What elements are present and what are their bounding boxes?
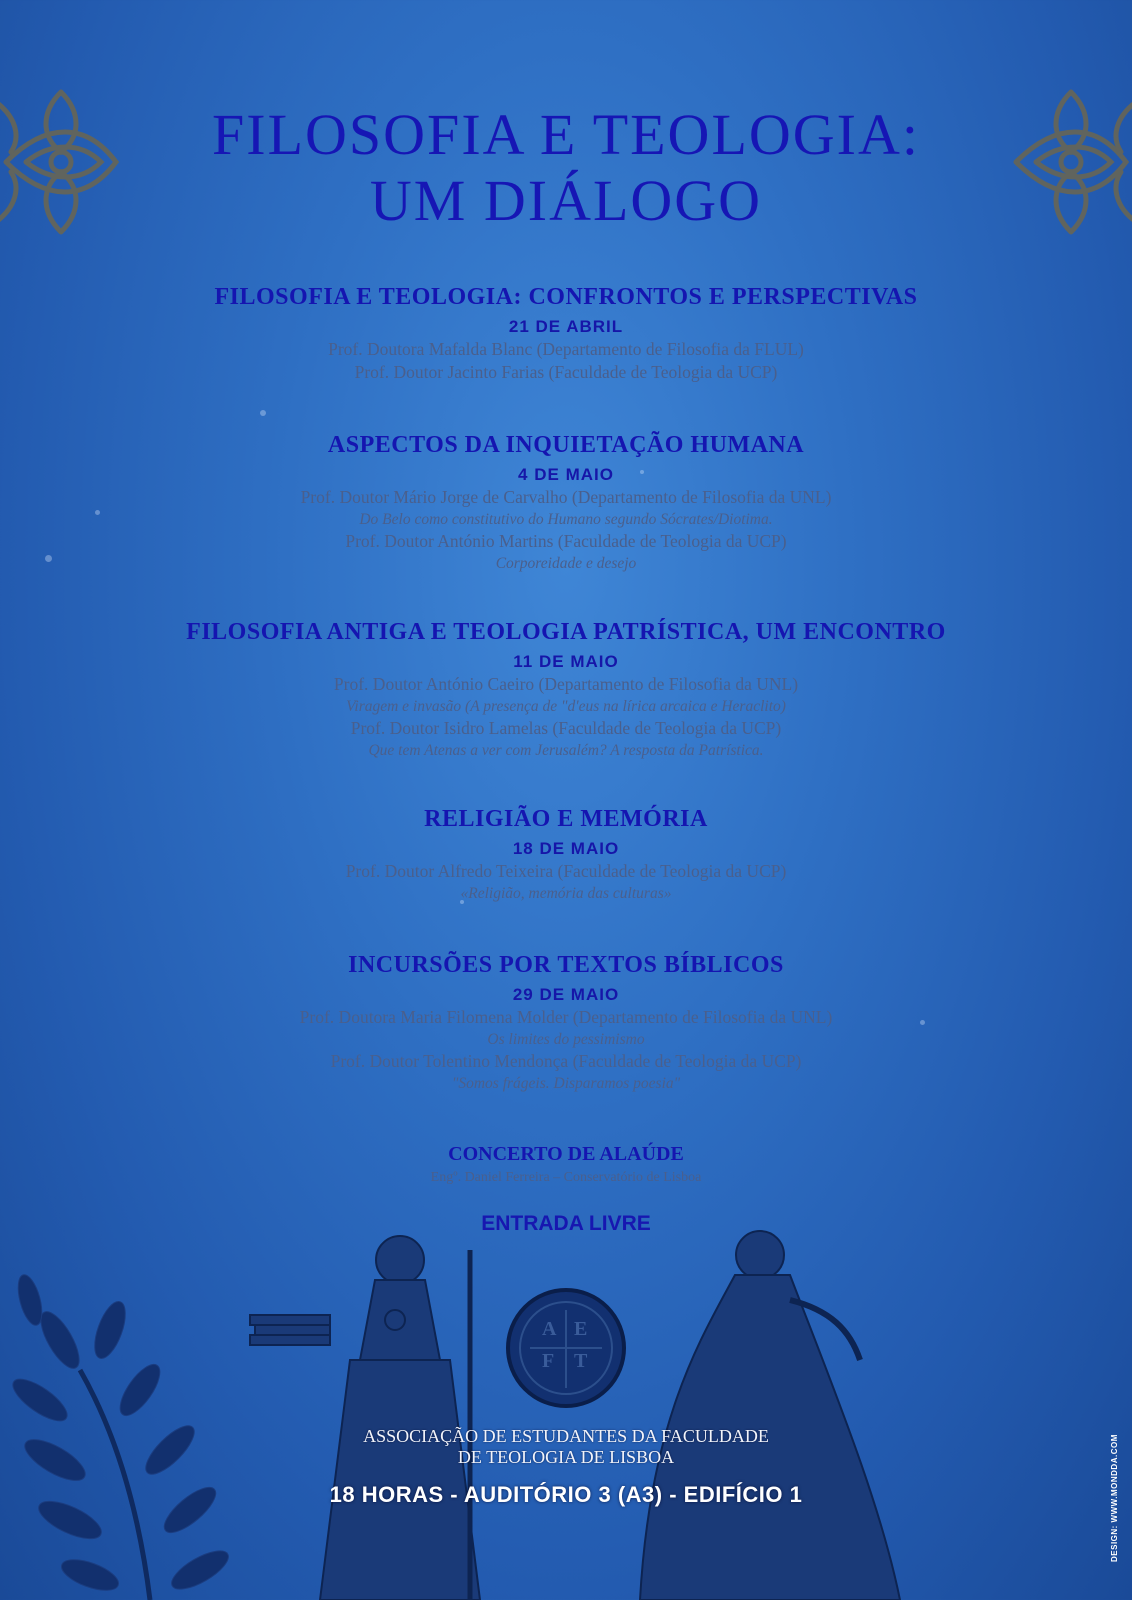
- speaker-line: Prof. Doutor Jacinto Farias (Faculdade de Teologia da UCP): [354, 362, 778, 382]
- poster-title-line-2: UM DIÁLOGO: [369, 168, 763, 233]
- design-credit: DESIGN: WWW.MONDDA.COM: [1110, 1434, 1119, 1562]
- seated-figure: [640, 1231, 900, 1600]
- association-line-1: ASSOCIAÇÃO DE ESTUDANTES DA FACULDADE: [363, 1426, 769, 1446]
- speaker-line: Prof. Doutora Maria Filomena Molder (Departamento de Filosofia da UNL): [299, 1007, 833, 1027]
- speaker-line: Prof. Doutor Alfredo Teixeira (Faculdade de Teologia da UCP): [345, 861, 787, 881]
- talk-title: Que tem Atenas a ver com Jerusalém? A resposta da Patrística.: [368, 742, 764, 759]
- session-heading: RELIGIÃO E MEMÓRIA: [424, 806, 708, 832]
- session-block: [0, 950, 1132, 1094]
- logo-letter: T: [574, 1350, 588, 1372]
- engraving-illustration: [0, 1220, 1132, 1600]
- session-block: [0, 617, 1132, 761]
- session-heading: FILOSOFIA E TEOLOGIA: CONFRONTOS E PERSPECTIVAS: [214, 284, 918, 310]
- association-line-2: DE TEOLOGIA DE LISBOA: [457, 1447, 675, 1467]
- woman-with-books-figure: [250, 1236, 480, 1600]
- session-date: 21 DE ABRIL: [508, 317, 624, 336]
- talk-title: "Somos frágeis. Disparamos poesia": [451, 1075, 681, 1092]
- concert-title: CONCERTO DE ALAÚDE: [448, 1143, 684, 1165]
- session-date: 18 DE MAIO: [512, 839, 620, 858]
- session-block: [0, 282, 1132, 384]
- speaker-line: Prof. Doutor Tolentino Mendonça (Faculdade de Teologia da UCP): [330, 1051, 802, 1071]
- talk-title: Corporeidade e desejo: [495, 555, 637, 572]
- speaker-line: Prof. Doutor António Martins (Faculdade de Teologia da UCP): [345, 531, 787, 551]
- free-entry-label: ENTRADA LIVRE: [481, 1212, 651, 1235]
- logo-letter: A: [542, 1318, 557, 1340]
- association-name: [0, 1426, 1132, 1468]
- logo-letter: F: [542, 1350, 555, 1372]
- talk-title: Do Belo como constitutivo do Humano segundo Sócrates/Diotima.: [359, 511, 773, 528]
- logo-letter: E: [574, 1318, 588, 1340]
- session-heading: INCURSÕES POR TEXTOS BÍBLICOS: [348, 952, 784, 978]
- talk-title: «Religião, memória das culturas»: [460, 885, 672, 902]
- speaker-line: Prof. Doutor Isidro Lamelas (Faculdade de Teologia da UCP): [350, 718, 782, 738]
- speaker-line: Prof. Doutor Mário Jorge de Carvalho (Departamento de Filosofia da UNL): [300, 487, 832, 507]
- session-date: 4 DE MAIO: [518, 465, 614, 484]
- time-and-venue: 18 HORAS - AUDITÓRIO 3 (A3) - EDIFÍCIO 1: [329, 1482, 803, 1507]
- speaker-line: Prof. Doutor António Caeiro (Departamento de Filosofia da UNL): [333, 674, 799, 694]
- speaker-line: Prof. Doutora Mafalda Blanc (Departamento de Filosofia da FLUL): [328, 339, 804, 359]
- logo-letters: [536, 1318, 596, 1378]
- session-block: [0, 430, 1132, 574]
- session-date: 11 DE MAIO: [513, 652, 619, 671]
- concert-performer: Engº. Daniel Ferreira – Conservatório de Lisboa: [430, 1170, 702, 1185]
- poster-title-line-1: FILOSOFIA E TEOLOGIA:: [212, 102, 920, 167]
- session-heading: FILOSOFIA ANTIGA E TEOLOGIA PATRÍSTICA, UM ENCONTRO: [186, 619, 946, 645]
- talk-title: Viragem e invasão (A presença de "d'eus na lírica arcaica e Heraclito): [346, 698, 786, 715]
- paper-speck: [260, 410, 266, 416]
- session-heading: ASPECTOS DA INQUIETAÇÃO HUMANA: [327, 432, 805, 458]
- session-date: 29 DE MAIO: [512, 985, 620, 1004]
- talk-title: Os limites do pessimismo: [487, 1031, 645, 1048]
- session-block: [0, 804, 1132, 904]
